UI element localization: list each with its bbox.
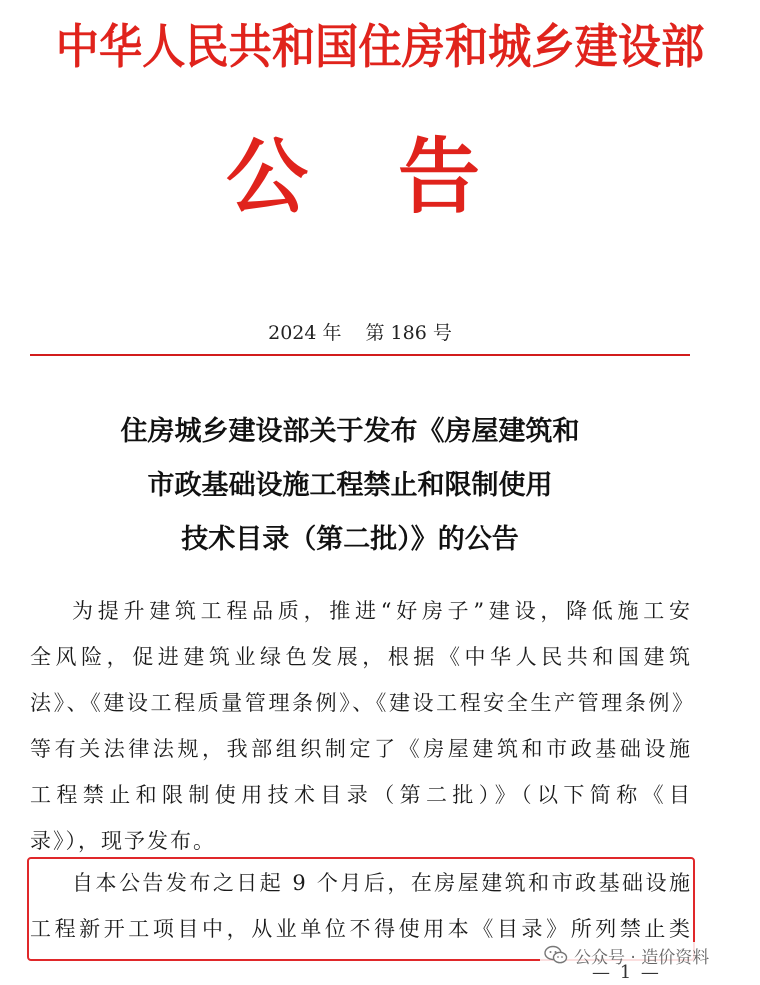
paragraph-line: 等有关法律法规，我部组织制定了《房屋建筑和市政基础设施	[30, 737, 692, 761]
red-divider	[30, 354, 690, 356]
issuer-title: 中华人民共和国住房和城乡建设部	[55, 20, 705, 75]
doc-serial: 第 186 号	[365, 322, 452, 344]
paragraph-line: 录》），现予发布。	[30, 829, 216, 853]
doc-type-char-1: 公	[226, 130, 309, 225]
notice-title-line: 市政基础设施工程禁止和限制使用	[147, 470, 553, 501]
paragraph-line: 法》、《建设工程质量管理条例》、《建设工程安全生产管理条例》	[30, 691, 692, 715]
wechat-icon	[544, 945, 568, 965]
paragraph-line: 工程新开工项目中，从业单位不得使用本《目录》所列禁止类	[30, 917, 692, 941]
page-number: — 1 —	[592, 962, 661, 983]
notice-title-line: 住房城乡建设部关于发布《房屋建筑和	[120, 416, 580, 447]
notice-title	[0, 405, 700, 567]
doc-type-char-2: 告	[398, 130, 481, 225]
document-number	[0, 318, 720, 348]
doc-year: 2024 年	[268, 322, 342, 344]
paragraph-line: 自本公告发布之日起 9 个月后，在房屋建筑和市政基础设施	[72, 871, 692, 895]
document-type-heading	[0, 128, 760, 228]
paragraph-line: 为提升建筑工程品质，推进“好房子”建设，降低施工安	[72, 599, 692, 623]
notice-title-line: 技术目录（第二批）》的公告	[181, 524, 519, 555]
body-paragraph-1	[30, 588, 692, 864]
paragraph-line: 全风险，促进建筑业绿色发展，根据《中华人民共和国建筑	[30, 645, 692, 669]
watermark-text: 公众号 · 造价资料	[574, 947, 710, 968]
paragraph-line: 工程禁止和限制使用技术目录（第二批）》（以下简称《目	[30, 783, 692, 807]
